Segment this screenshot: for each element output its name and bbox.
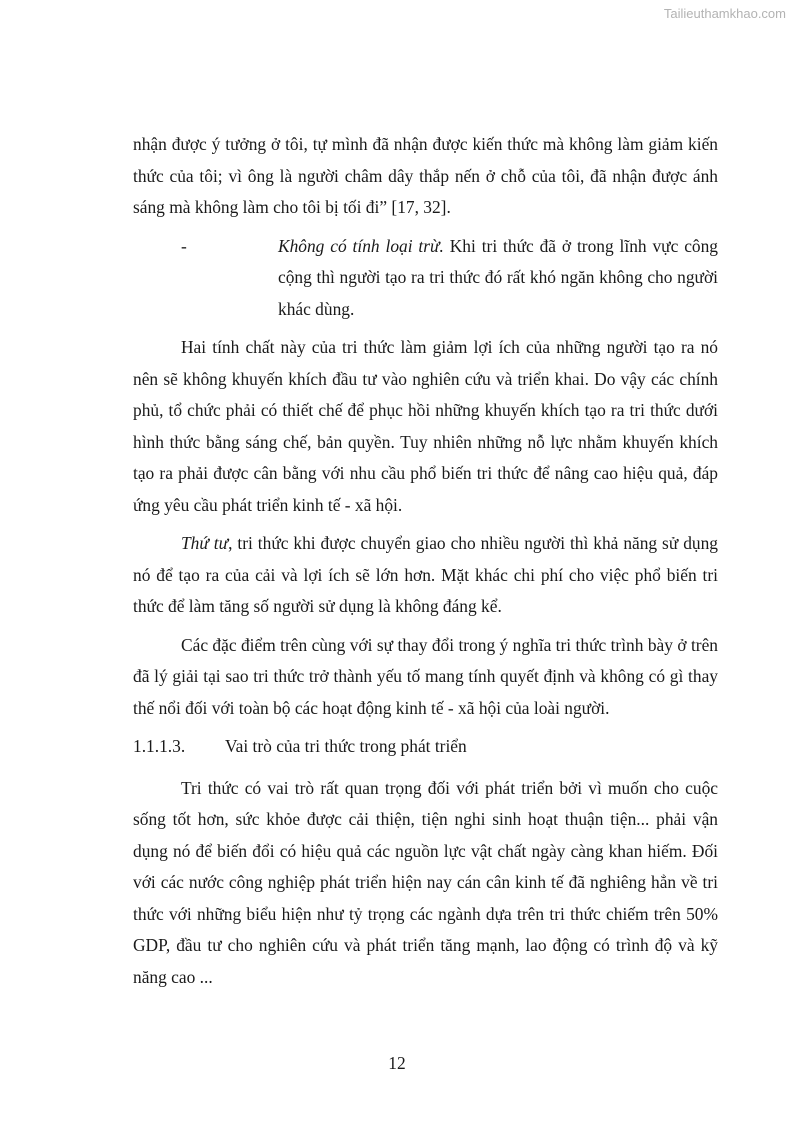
fourth-term: Thứ tư (181, 533, 229, 553)
fourth-text: , tri thức khi được chuyển giao cho nhiều người thì khả năng sử dụng nó để tạo ra của cải và lợi ích sẽ lớn hơn. Mặt khác chi phí cho việc phổ biến tri thức để làm tăng số người sử dụng là không đáng kể. (133, 533, 718, 616)
bullet-description: Khi tri thức đã ở trong lĩnh vực công cộng thì người tạo ra tri thức đó rất khó ngăn không cho người khác dùng. (278, 235, 718, 319)
page-number: 12 (388, 1053, 406, 1073)
bullet-text (278, 231, 718, 326)
bullet-non-exclusive (133, 231, 718, 326)
paragraph-fourth (133, 528, 718, 623)
bullet-dash: - (181, 235, 187, 256)
document-body (133, 129, 718, 1000)
section-heading (133, 731, 718, 763)
watermark: Tailieuthamkhao.com (663, 6, 786, 21)
bullet-term: Không có tính loại trừ. (278, 235, 444, 256)
paragraph-incentives: Hai tính chất này của tri thức làm giảm lợi ích của những người tạo ra nó nên sẽ không khuyến khích đầu tư vào nghiên cứu và triển khai. Do vậy các chính phủ, tổ chức phải có thiết chế để phục hồi những khuyến khích tạo ra tri thức dưới hình thức bằng sáng chế, bản quyền. Tuy nhiên những nỗ lực nhằm khuyến khích tạo ra phải được cân bằng với nhu cầu phổ biến tri thức để nâng cao hiệu quả, đáp ứng yêu cầu phát triển kinh tế - xã hội. (133, 337, 718, 515)
paragraph-characteristics: Các đặc điểm trên cùng với sự thay đổi trong ý nghĩa tri thức trình bày ở trên đã lý giải tại sao tri thức trở thành yếu tố mang tính quyết định và không có gì thay thế nổi đối với toàn bộ các hoạt động kinh tế - xã hội của loài người. (133, 634, 718, 718)
section-title: Vai trò của tri thức trong phát triển (225, 736, 467, 756)
paragraph-quote-end: nhận được ý tưởng ở tôi, tự mình đã nhận được kiến thức mà không làm giảm kiến thức của tôi; vì ông là người châm dây thắp nến ở chỗ của tôi, đã nhận được ánh sáng mà không làm cho tôi bị tối đi” [17, 32]. (133, 134, 718, 217)
paragraph-role: Tri thức có vai trò rất quan trọng đối với phát triển bởi vì muốn cho cuộc sống tốt hơn, sức khỏe được cải thiện, tiện nghi sinh hoạt thuận tiện... phải vận dụng nó để biến đổi có hiệu quả các nguồn lực vật chất ngày càng khan hiếm. Đối với các nước công nghiệp phát triển hiện nay cán cân kinh tế đã nghiêng hẳn về tri thức với những biểu hiện như tỷ trọng các ngành dựa trên tri thức chiếm trên 50% GDP, đầu tư cho nghiên cứu và phát triển tăng mạnh, lao động có trình độ và kỹ năng cao ... (133, 777, 718, 987)
section-number: 1.1.1.3. (133, 736, 186, 756)
